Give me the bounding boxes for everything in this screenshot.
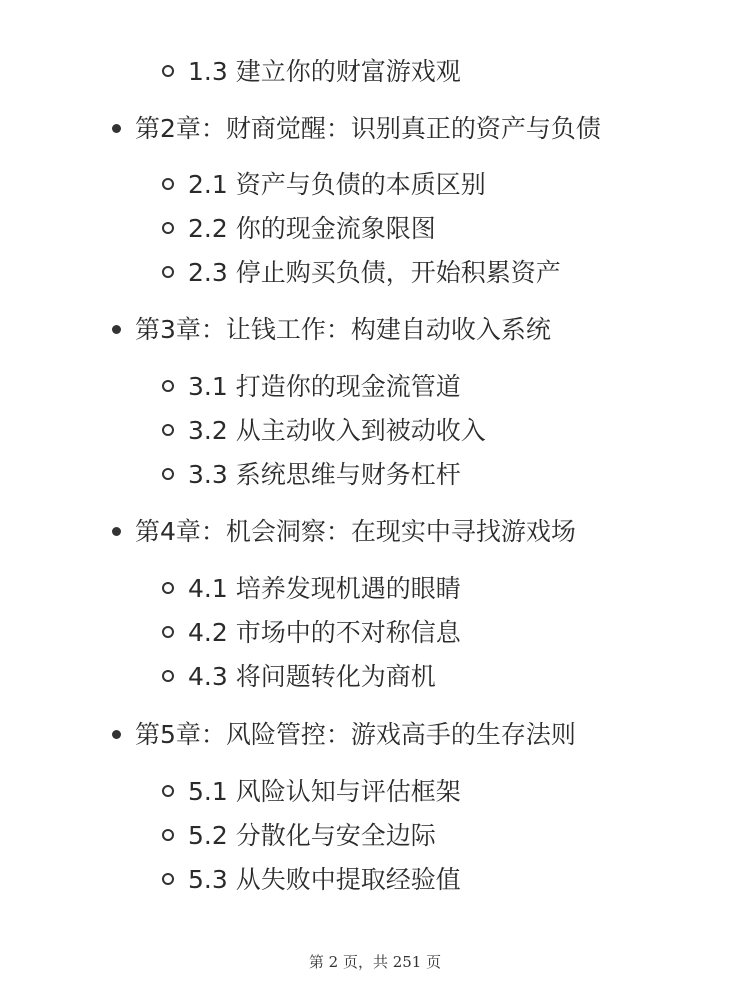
hollow-bullet-icon bbox=[162, 424, 174, 436]
toc-item-label: 2.2 你的现金流象限图 bbox=[188, 214, 436, 243]
toc-item bbox=[162, 168, 486, 202]
toc-item-label: 4.2 市场中的不对称信息 bbox=[188, 618, 461, 647]
toc-chapter bbox=[112, 718, 576, 752]
toc-item bbox=[162, 660, 436, 694]
toc-item-label: 3.1 打造你的现金流管道 bbox=[188, 372, 461, 401]
toc-item bbox=[162, 256, 561, 290]
toc-item-label: 3.3 系统思维与财务杠杆 bbox=[188, 460, 461, 489]
toc-item-label: 3.2 从主动收入到被动收入 bbox=[188, 416, 486, 445]
hollow-bullet-icon bbox=[162, 468, 174, 480]
solid-bullet-icon bbox=[112, 124, 121, 133]
toc-item bbox=[162, 458, 461, 492]
toc-item bbox=[162, 55, 461, 89]
toc-item-label: 5.2 分散化与安全边际 bbox=[188, 821, 436, 850]
hollow-bullet-icon bbox=[162, 785, 174, 797]
toc-item bbox=[162, 212, 436, 246]
toc-item bbox=[162, 414, 486, 448]
toc-chapter bbox=[112, 313, 551, 347]
toc-item bbox=[162, 819, 436, 853]
hollow-bullet-icon bbox=[162, 222, 174, 234]
hollow-bullet-icon bbox=[162, 829, 174, 841]
hollow-bullet-icon bbox=[162, 266, 174, 278]
toc-chapter-label: 第3章：让钱工作：构建自动收入系统 bbox=[135, 315, 551, 344]
toc-item-label: 4.1 培养发现机遇的眼睛 bbox=[188, 574, 461, 603]
hollow-bullet-icon bbox=[162, 873, 174, 885]
toc-chapter bbox=[112, 112, 601, 146]
toc-item-label: 2.3 停止购买负债，开始积累资产 bbox=[188, 258, 561, 287]
toc-item bbox=[162, 775, 461, 809]
toc-item bbox=[162, 863, 461, 897]
toc-item bbox=[162, 370, 461, 404]
hollow-bullet-icon bbox=[162, 380, 174, 392]
toc-item-label: 2.1 资产与负债的本质区别 bbox=[188, 170, 486, 199]
toc-item-label: 4.3 将问题转化为商机 bbox=[188, 662, 436, 691]
hollow-bullet-icon bbox=[162, 626, 174, 638]
hollow-bullet-icon bbox=[162, 670, 174, 682]
toc-item-label: 5.1 风险认知与评估框架 bbox=[188, 777, 461, 806]
solid-bullet-icon bbox=[112, 325, 121, 334]
page-indicator: 第 2 页，共 251 页 bbox=[308, 953, 442, 971]
toc-item-label: 1.3 建立你的财富游戏观 bbox=[188, 57, 461, 86]
hollow-bullet-icon bbox=[162, 65, 174, 77]
hollow-bullet-icon bbox=[162, 178, 174, 190]
toc-chapter-label: 第5章：风险管控：游戏高手的生存法则 bbox=[135, 720, 576, 749]
hollow-bullet-icon bbox=[162, 582, 174, 594]
toc-item bbox=[162, 572, 461, 606]
toc-chapter bbox=[112, 515, 576, 549]
toc-chapter-label: 第2章：财商觉醒：识别真正的资产与负债 bbox=[135, 114, 601, 143]
solid-bullet-icon bbox=[112, 527, 121, 536]
toc-chapter-label: 第4章：机会洞察：在现实中寻找游戏场 bbox=[135, 517, 576, 546]
solid-bullet-icon bbox=[112, 730, 121, 739]
toc-item bbox=[162, 616, 461, 650]
toc-item-label: 5.3 从失败中提取经验值 bbox=[188, 865, 461, 894]
